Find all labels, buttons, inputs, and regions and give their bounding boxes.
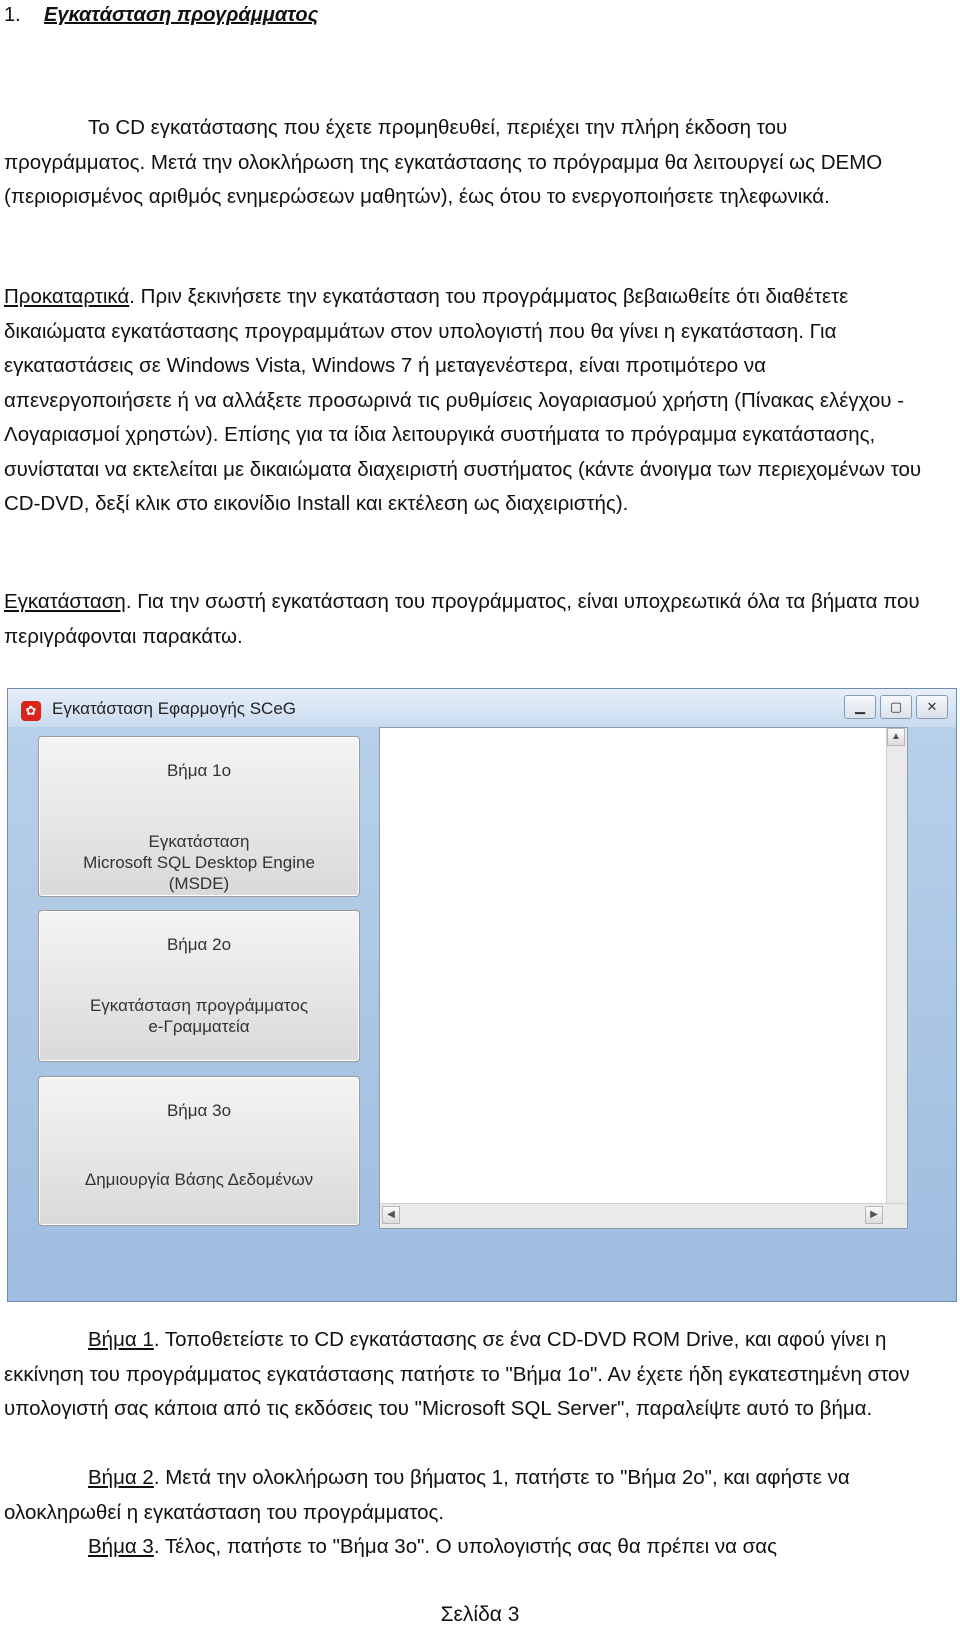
vertical-scrollbar[interactable] bbox=[886, 728, 907, 1204]
step-2-description bbox=[39, 995, 359, 1037]
horizontal-scrollbar[interactable] bbox=[380, 1203, 907, 1228]
installer-window bbox=[7, 688, 957, 1302]
step-2-text: . Μετά την ολοκλήρωση του βήματος 1, πατήστε το "Βήμα 2ο", και αφήστε να ολοκληρωθεί η εγκατάσταση του προγράμματος. bbox=[4, 1466, 850, 1524]
step-2-desc-line1: Εγκατάσταση προγράμματος bbox=[89, 996, 309, 1015]
window-title: Εγκατάσταση Εφαρμογής SCeG bbox=[52, 699, 297, 718]
section-heading bbox=[4, 2, 318, 28]
step-2-paragraph bbox=[4, 1461, 934, 1530]
close-icon[interactable]: ✕ bbox=[916, 695, 948, 719]
step-1-label: Βήμα 1 bbox=[88, 1328, 154, 1351]
step-3-text: . Τέλος, πατήστε το "Βήμα 3ο". Ο υπολογιστής σας θα πρέπει να σας bbox=[153, 1535, 778, 1558]
step-3-desc-line1: Δημιουργία Βάσης Δεδομένων bbox=[84, 1170, 314, 1189]
step-3-button[interactable] bbox=[38, 1076, 360, 1226]
scroll-up-icon[interactable]: ▲ bbox=[887, 728, 905, 746]
scroll-right-icon[interactable]: ▶ bbox=[865, 1206, 883, 1224]
preliminaries-label: Προκαταρτικά bbox=[4, 285, 130, 308]
step-1-desc-line1: Εγκατάσταση bbox=[148, 832, 250, 851]
page-number: Σελίδα 3 bbox=[440, 1603, 520, 1626]
maximize-icon[interactable]: ▢ bbox=[880, 695, 912, 719]
step-3-paragraph bbox=[4, 1530, 934, 1565]
step-2-desc-line2: e-Γραμματεία bbox=[148, 1017, 250, 1036]
minimize-icon[interactable]: ▁ bbox=[844, 695, 876, 719]
step-2-button[interactable] bbox=[38, 910, 360, 1062]
intro-text: Το CD εγκατάστασης που έχετε προμηθευθεί, περιέχει την πλήρη έκδοση του προγράμματος. Μετά την ολοκλήρωση της εγκατάστασης το πρόγραμμα θα λειτουργεί ως DEMO (περιορισμένος αριθμός ενημερώσεων μαθητών), έως ότου το ενεργοποιήσετε τηλεφωνικά. bbox=[4, 116, 883, 208]
step-3-label: Βήμα 3 bbox=[88, 1535, 154, 1558]
preliminaries-paragraph bbox=[4, 280, 934, 522]
step-1-button[interactable] bbox=[38, 736, 360, 897]
installation-paragraph bbox=[4, 585, 934, 654]
installation-text: . Για την σωστή εγκατάσταση του προγράμματος, είναι υποχρεωτικά όλα τα βήματα που περιγράφονται παρακάτω. bbox=[4, 590, 920, 648]
window-titlebar bbox=[8, 689, 956, 727]
step-2-label: Βήμα 2 bbox=[88, 1466, 154, 1489]
step-3-description bbox=[39, 1169, 359, 1190]
step-1-desc-line3: (MSDE) bbox=[168, 874, 230, 893]
window-controls bbox=[844, 695, 948, 719]
step-1-desc-line2: Microsoft SQL Desktop Engine bbox=[83, 853, 315, 872]
section-number: 1. bbox=[4, 4, 21, 26]
intro-paragraph bbox=[4, 111, 934, 215]
preliminaries-text: . Πριν ξεκινήσετε την εγκατάσταση του προγράμματος βεβαιωθείτε ότι διαθέτετε δικαιώματα εγκατάστασης προγραμμάτων στον υπολογιστή που θα γίνει η εγκατάσταση. Για εγκαταστάσεις σε Windows Vista, Windows 7 ή μεταγενέστερα, είναι προτιμότερο να απενεργοποιήσετε ή να αλλάξετε προσωρινά τις ρυθμίσεις λογαριασμού χρήστη (Πίνακας ελέγχου - Λογαριασμοί χρηστών). Επίσης για τα ίδια λειτουργικά συστήματα το πρόγραμμα εγκατάστασης, συνίσταται να εκτελείται με δικαιώματα διαχειριστή συστήματος (κάντε άνοιγμα των περιεχομένων του CD-DVD, δεξί κλικ στο εικονίδιο Install και εκτέλεση ως διαχειριστής). bbox=[4, 285, 922, 515]
section-title: Εγκατάσταση προγράμματος bbox=[44, 4, 319, 26]
step-1-text: . Τοποθετείστε το CD εγκατάστασης σε ένα CD-DVD ROM Drive, και αφού γίνει η εκκίνηση του προγράμματος εγκατάστασης πατήστε το "Βήμα 1ο". Αν έχετε ήδη εγκατεστημένη στον υπολογιστή σας κάποια από τις εκδόσεις του "Microsoft SQL Server", παραλείψτε αυτό το βήμα. bbox=[4, 1328, 910, 1420]
step-1-paragraph bbox=[4, 1323, 934, 1427]
step-1-title: Βήμα 1ο bbox=[166, 761, 232, 780]
app-gear-icon: ✿ bbox=[21, 701, 41, 721]
installation-label: Εγκατάσταση bbox=[4, 590, 126, 613]
log-listbox[interactable] bbox=[379, 727, 908, 1229]
scroll-left-icon[interactable]: ◀ bbox=[382, 1206, 400, 1224]
step-2-title: Βήμα 2ο bbox=[166, 935, 232, 954]
step-3-title: Βήμα 3ο bbox=[166, 1101, 232, 1120]
step-1-description bbox=[39, 831, 359, 894]
